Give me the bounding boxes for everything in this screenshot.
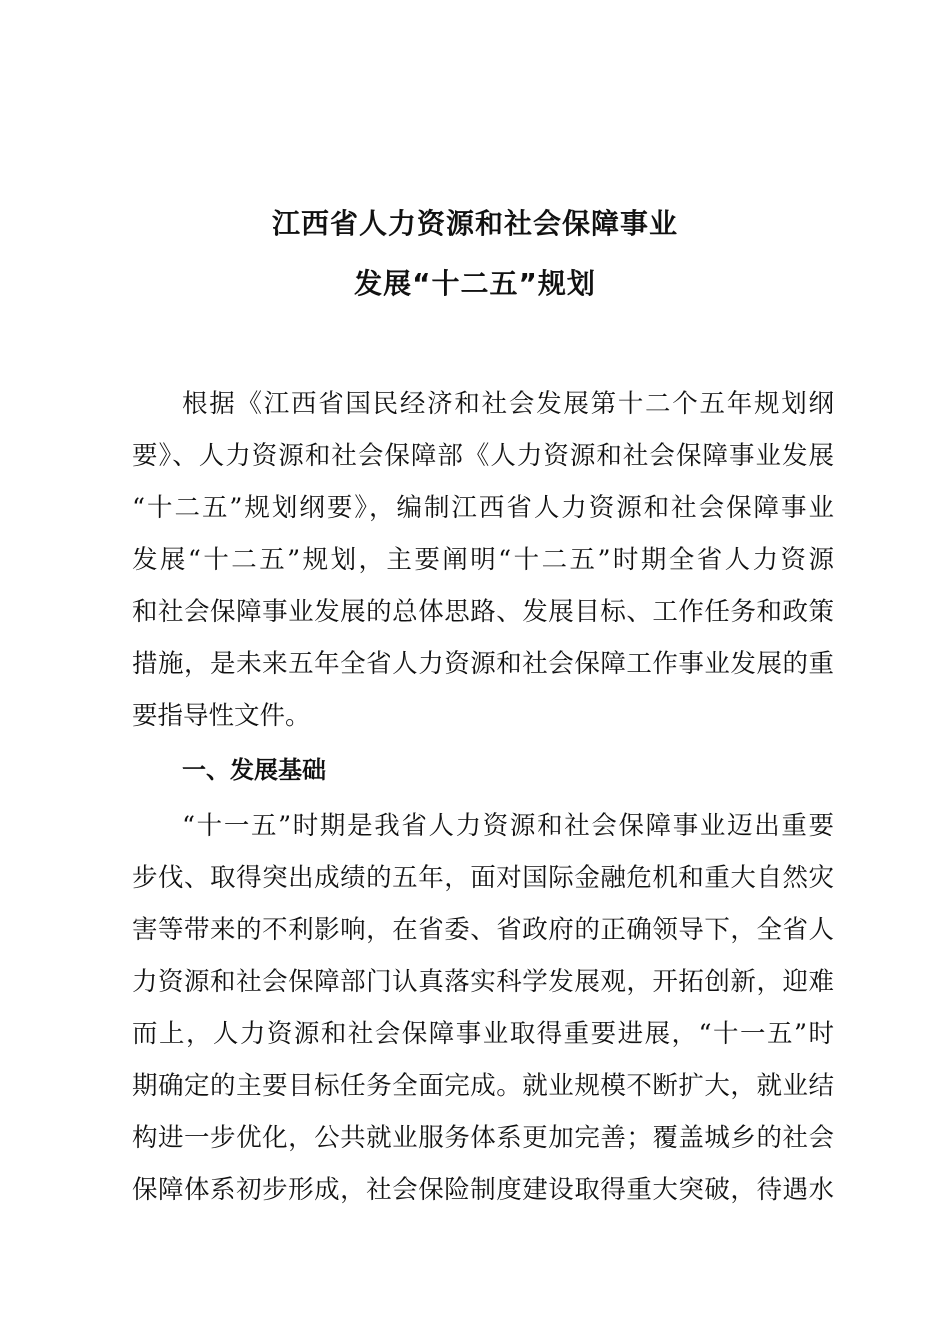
paragraph-line: 根据《江西省国民经济和社会发展第十二个五年规划纲	[182, 389, 834, 419]
paragraph-line: 要》、人力资源和社会保障部《人力资源和社会保障事业发展	[132, 441, 834, 471]
paragraph-line: “十二五”规划纲要》，编制江西省人力资源和社会保障事业	[132, 493, 834, 523]
paragraph-line: 力资源和社会保障部门认真落实科学发展观，开拓创新，迎难	[132, 967, 834, 997]
document-title-line-1: 江西省人力资源和社会保障事业	[271, 207, 678, 240]
paragraph-line: 害等带来的不利影响，在省委、省政府的正确领导下，全省人	[132, 915, 834, 945]
paragraph-line: 发展“十二五”规划，主要阐明“十二五”时期全省人力资源	[132, 545, 834, 575]
paragraph-line: 要指导性文件。	[132, 701, 311, 731]
development-basis-paragraph	[132, 800, 834, 1216]
paragraph-line: 构进一步优化，公共就业服务体系更加完善；覆盖城乡的社会	[132, 1123, 834, 1153]
paragraph-line: 步伐、取得突出成绩的五年，面对国际金融危机和重大自然灾	[132, 863, 834, 893]
paragraph-line: 措施，是未来五年全省人力资源和社会保障工作事业发展的重	[132, 649, 834, 679]
intro-paragraph	[132, 378, 834, 742]
paragraph-line: 和社会保障事业发展的总体思路、发展目标、工作任务和政策	[132, 597, 834, 627]
section-heading: 一、发展基础	[182, 756, 326, 784]
paragraph-line: 保障体系初步形成，社会保险制度建设取得重大突破，待遇水	[132, 1175, 834, 1205]
paragraph-line: “十一五”时期是我省人力资源和社会保障事业迈出重要	[182, 811, 834, 841]
paragraph-line: 而上，人力资源和社会保障事业取得重要进展，“十一五”时	[132, 1019, 834, 1049]
paragraph-line: 期确定的主要目标任务全面完成。就业规模不断扩大，就业结	[132, 1071, 834, 1101]
document-title-line-2: 发展“十二五”规划	[354, 267, 596, 300]
